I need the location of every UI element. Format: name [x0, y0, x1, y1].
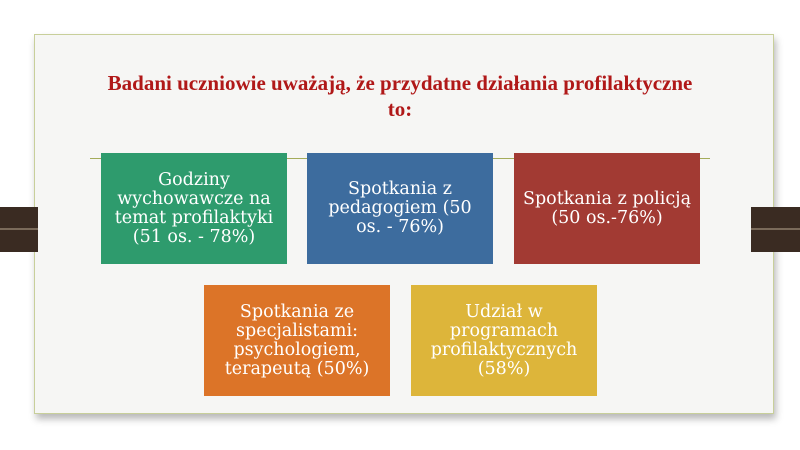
box-spotkania-pedagog [307, 153, 493, 264]
box-label: Godziny wychowawcze na temat profilaktyki (51 os. - 78%) [114, 169, 274, 247]
box-label: Udział w programach profilaktycznych (58%) [430, 301, 578, 379]
box-spotkania-policja [514, 153, 700, 264]
connector-line-1 [287, 158, 307, 159]
box-spotkania-specjalisci [204, 285, 390, 396]
box-godziny-wychowawcze [101, 153, 287, 264]
connector-line-2 [493, 158, 514, 159]
title-line-1: Badani uczniowie uważają, że przydatne działania profilaktyczne [107, 71, 693, 95]
box-programy-profilaktyczne [411, 285, 597, 396]
box-label: Spotkania z pedagogiem (50 os. - 76%) [328, 179, 472, 237]
left-decor-tab [0, 207, 38, 252]
box-label: Spotkania ze specjalistami: psychologiem, terapeutą (50%) [224, 301, 370, 379]
slide-title [60, 70, 740, 122]
connector-line-right [700, 158, 710, 159]
right-decor-tab [751, 207, 800, 252]
box-label: Spotkania z policją (50 os.-76%) [522, 188, 692, 228]
title-line-2: to: [387, 97, 413, 121]
